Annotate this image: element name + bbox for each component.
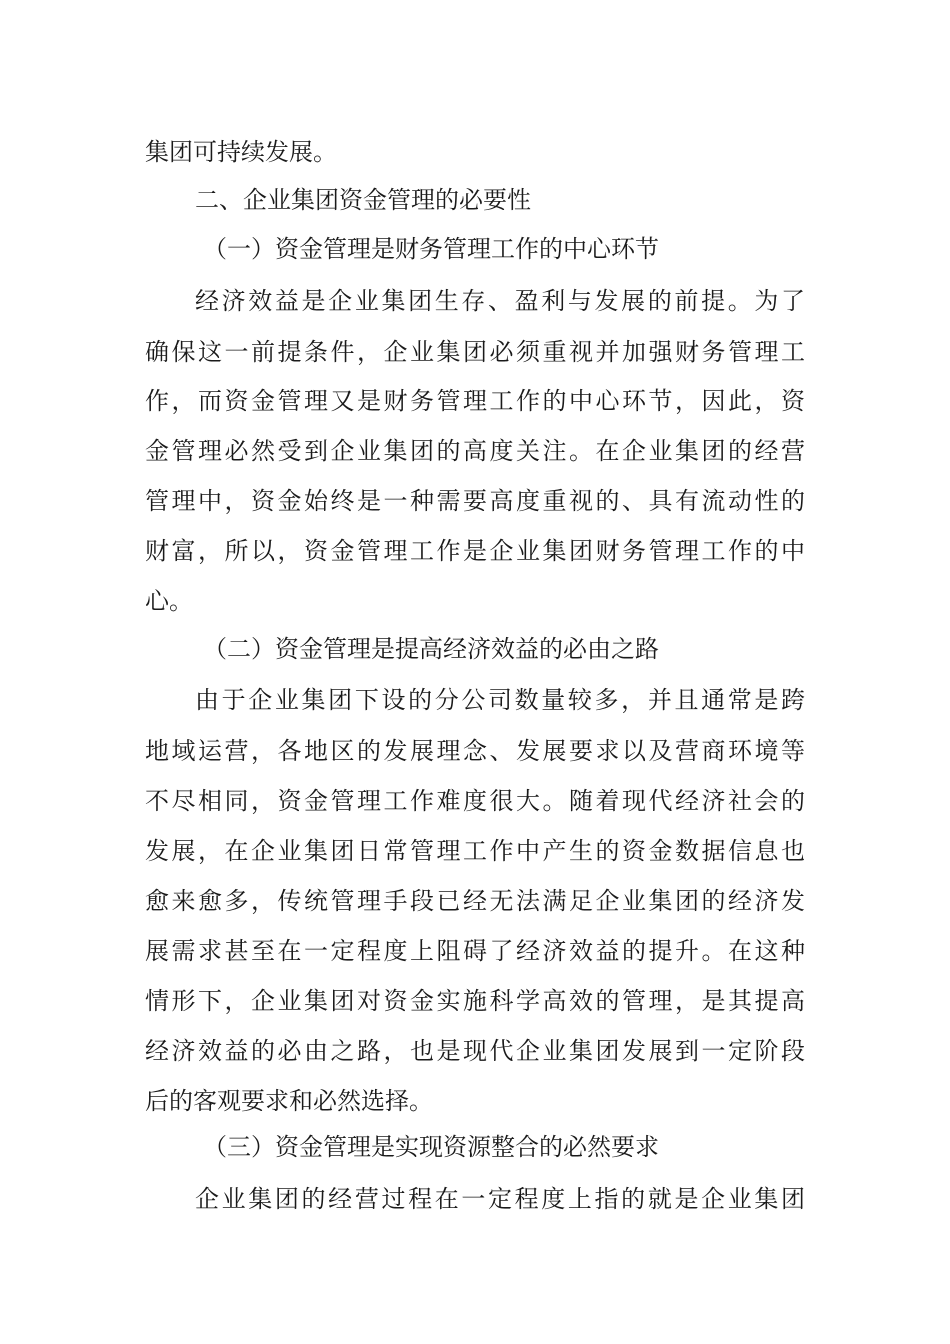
paragraph-line: 发展，在企业集团日常管理工作中产生的资金数据信息也 bbox=[145, 837, 805, 865]
subsection-heading-1: （一）资金管理是财务管理工作的中心环节 bbox=[203, 235, 659, 263]
paragraph-line: 愈来愈多，传统管理手段已经无法满足企业集团的经济发 bbox=[145, 887, 805, 915]
paragraph-line: 金管理必然受到企业集团的高度关注。在企业集团的经营 bbox=[145, 437, 805, 465]
paragraph-line: 集团可持续发展。 bbox=[145, 138, 337, 166]
paragraph-line: 确保这一前提条件，企业集团必须重视并加强财务管理工 bbox=[145, 338, 805, 366]
paragraph-line: 展需求甚至在一定程度上阻碍了经济效益的提升。在这种 bbox=[145, 937, 805, 965]
paragraph-line: 情形下，企业集团对资金实施科学高效的管理，是其提高 bbox=[145, 987, 805, 1015]
paragraph-line: 财富，所以，资金管理工作是企业集团财务管理工作的中 bbox=[145, 537, 805, 565]
paragraph-line: 由于企业集团下设的分公司数量较多，并且通常是跨 bbox=[195, 686, 805, 714]
paragraph-line: 经济效益的必由之路，也是现代企业集团发展到一定阶段 bbox=[145, 1037, 805, 1065]
paragraph-line: 管理中，资金始终是一种需要高度重视的、具有流动性的 bbox=[145, 487, 805, 515]
paragraph-line: 地域运营，各地区的发展理念、发展要求以及营商环境等 bbox=[145, 737, 805, 765]
subsection-heading-3: （三）资金管理是实现资源整合的必然要求 bbox=[203, 1133, 659, 1161]
section-heading: 二、企业集团资金管理的必要性 bbox=[195, 186, 531, 214]
paragraph-line: 作，而资金管理又是财务管理工作的中心环节，因此，资 bbox=[145, 387, 805, 415]
paragraph-line: 企业集团的经营过程在一定程度上指的就是企业集团 bbox=[195, 1185, 805, 1213]
paragraph-line: 后的客观要求和必然选择。 bbox=[145, 1087, 433, 1115]
paragraph-line: 经济效益是企业集团生存、盈利与发展的前提。为了 bbox=[195, 287, 805, 315]
paragraph-line: 不尽相同，资金管理工作难度很大。随着现代经济社会的 bbox=[145, 787, 805, 815]
paragraph-line: 心。 bbox=[145, 587, 193, 615]
subsection-heading-2: （二）资金管理是提高经济效益的必由之路 bbox=[203, 635, 659, 663]
